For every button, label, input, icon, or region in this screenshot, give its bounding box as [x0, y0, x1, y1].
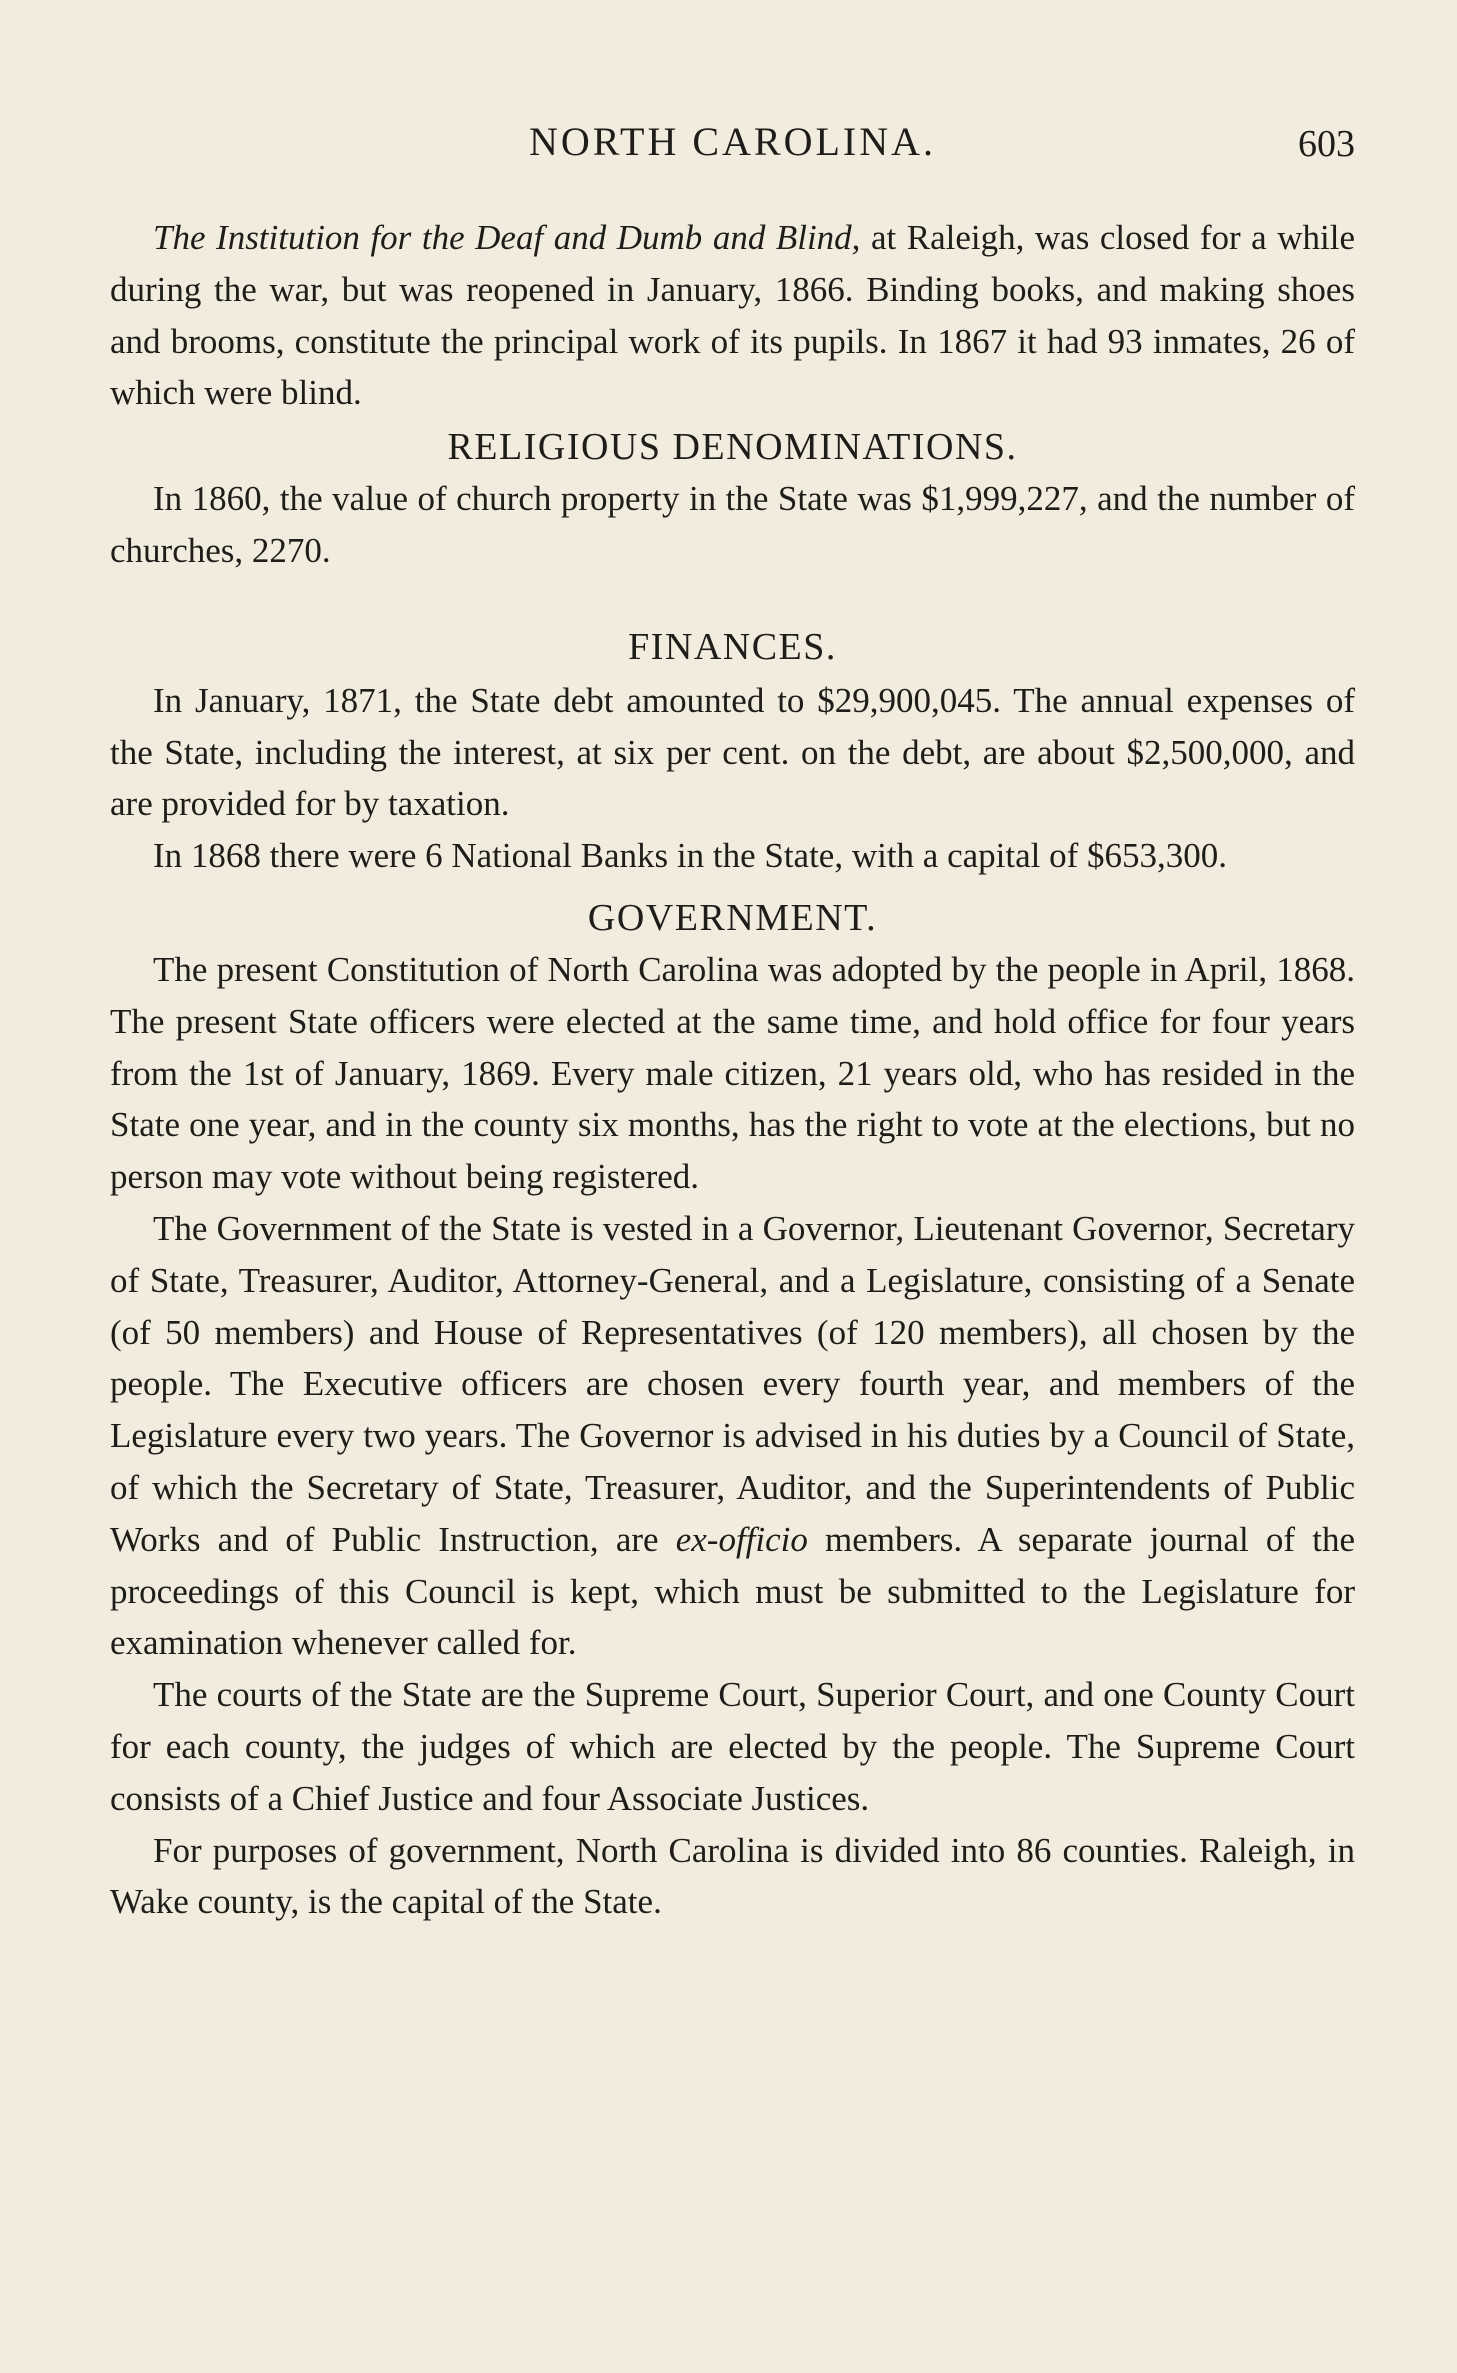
government-officers-text-1: The Government of the State is vested in a Governor, Lieutenant Governor, Secretary of State, Treasurer, Auditor, Attorney-General, and a Legislature, consisting of a Senate (of 50 members) and House of Representatives (of 120 members), all chosen by the people. The Executive officers are chosen every fourth year, and members of the Legislature every two years. The Governor is advised in his duties by a Council of State, of which the Secretary of State, Treasurer, Auditor, and the Superintendents of Public Works and of Public Instruction, are: [110, 1208, 1355, 1559]
paragraph-institution: [110, 212, 1355, 419]
government-officers-text-2: members. A separate journal of the proceedings of this Council is kept, which must be submitted to the Legislature for examination whenever called for.: [110, 1519, 1355, 1663]
heading-religious-denominations: RELIGIOUS DENOMINATIONS.: [447, 426, 1018, 469]
paragraph-government-officers: [110, 1203, 1355, 1669]
heading-finances: FINANCES.: [628, 625, 837, 668]
paragraph-finances-banks: In 1868 there were 6 National Banks in the State, with a capital of $653,300.: [153, 836, 1228, 876]
page: [110, 118, 1355, 1928]
running-title: NORTH CAROLINA.: [528, 119, 937, 164]
institution-name: The Institution for the Deaf and Dumb and Blind,: [153, 218, 861, 257]
paragraph-finances-debt: In January, 1871, the State debt amounted to $29,900,045. The annual expenses of the State, including the interest, at six per cent. on the debt, are about $2,500,000, and are provided for by taxation.: [110, 680, 1355, 824]
heading-government: GOVERNMENT.: [587, 896, 878, 939]
paragraph-religious: In 1860, the value of church property in the State was $1,999,227, and the number of churches, 2270.: [110, 479, 1355, 570]
paragraph-government-constitution: The present Constitution of North Carolina was adopted by the people in April, 1868. The present State officers were elected at the same time, and hold office for four years from the 1st of January, 1869. Every male citizen, 21 years old, who has resided in the State one year, and in the county six months, has the right to vote at the elections, but no person may vote without being registered.: [110, 949, 1355, 1197]
paragraph-government-counties: For purposes of government, North Carolina is divided into 86 counties. Raleigh, in Wake county, is the capital of the State.: [110, 1830, 1355, 1922]
running-head: [110, 118, 1355, 178]
paragraph-government-courts: The courts of the State are the Supreme Court, Superior Court, and one County Court for each county, the judges of which are elected by the people. The Supreme Court consists of a Chief Justice and four Associate Justices.: [110, 1675, 1355, 1818]
page-number: 603: [1298, 123, 1355, 165]
ex-officio-term: ex-officio: [675, 1519, 808, 1559]
institution-text: at Raleigh, was closed for a while during the war, but was reopened in January, 1866. Binding books, and making shoes and brooms, constitute the principal work of its pupils. In 1867 it had 93 inmates, 26 of which were blind.: [110, 218, 1355, 413]
